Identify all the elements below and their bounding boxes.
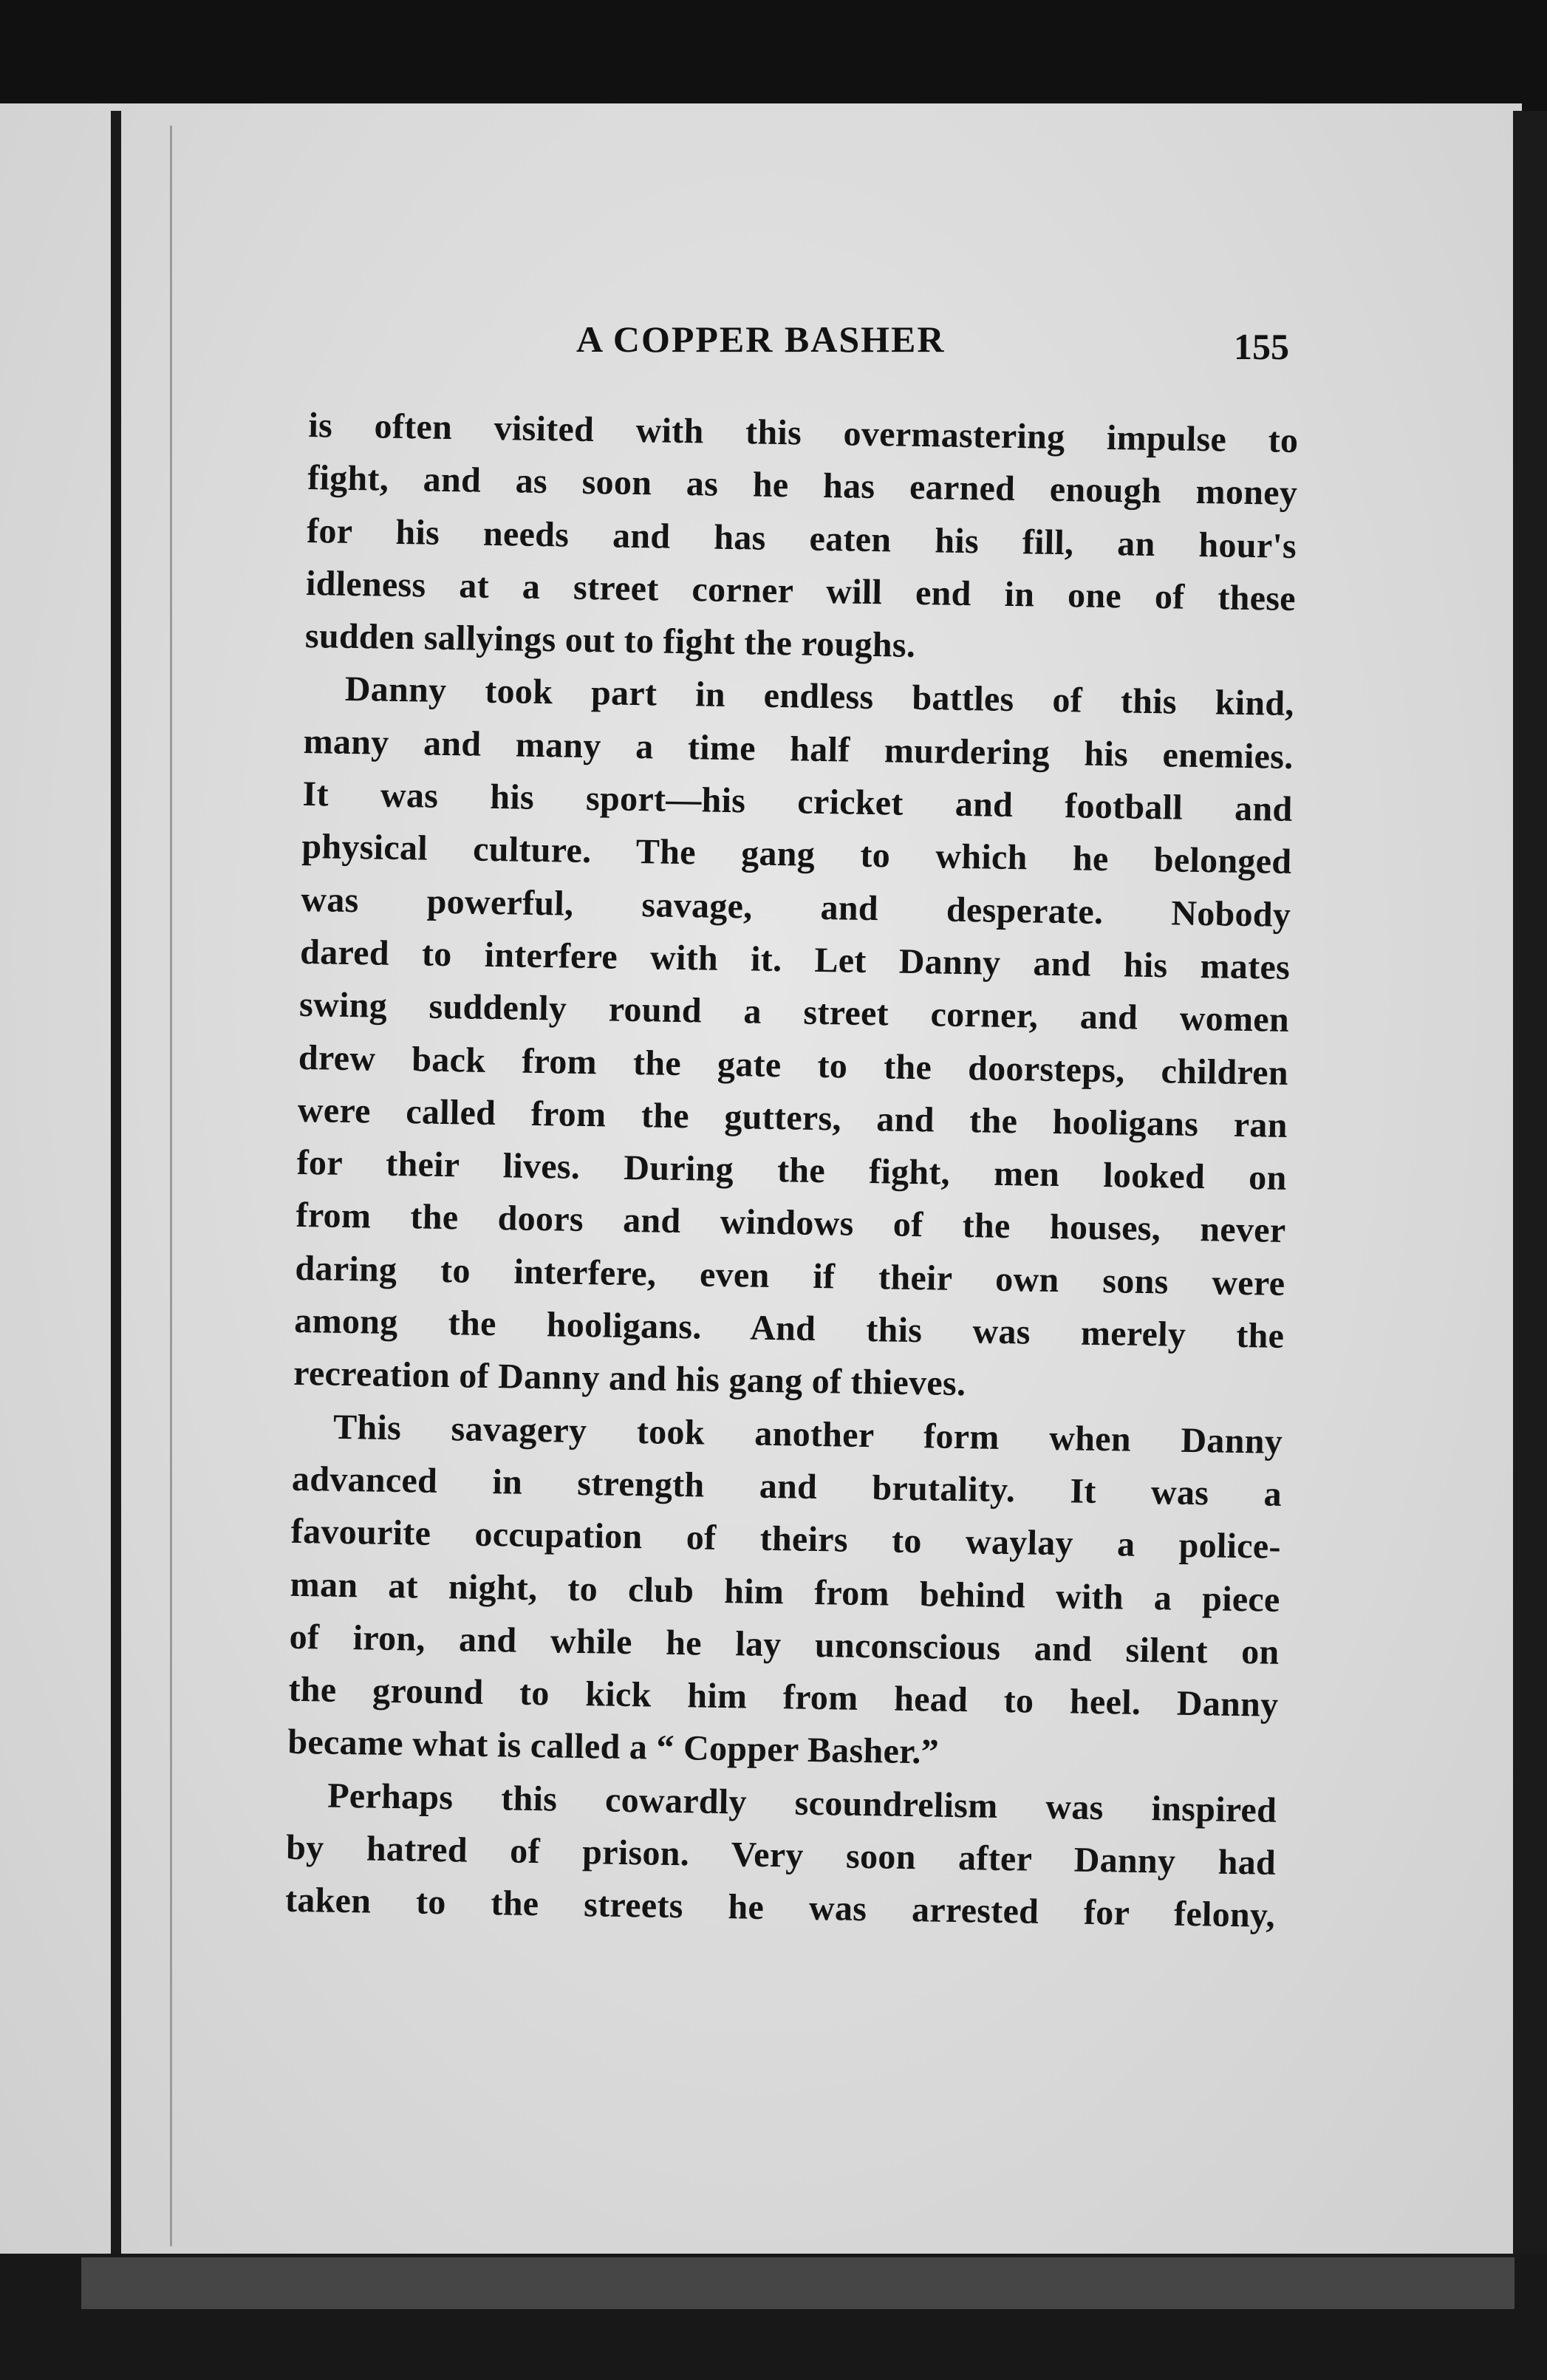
text-line: recreation of Danny and his gang of thieves.: [293, 1354, 966, 1404]
body-text: [285, 399, 1299, 1942]
text-line: man at night, to club him from behind with a piece: [290, 1564, 1281, 1620]
paragraph: [304, 399, 1298, 678]
text-line: is often visited with this overmastering impulse to: [308, 405, 1299, 461]
text-line: favourite occupation of theirs to waylay a police-: [290, 1512, 1282, 1567]
text-line: among the hooligans. And this was merely the: [293, 1300, 1285, 1356]
text-line: of iron, and while he lay unconscious and silent on: [289, 1617, 1280, 1672]
text-line: dared to interfere with it. Let Danny and his mates: [299, 932, 1291, 987]
text-line: fight, and as soon as he has earned enough money: [307, 458, 1298, 514]
text-line: physical culture. The gang to which he belonged: [301, 827, 1292, 882]
paragraph: [285, 1768, 1277, 1942]
scan-right-border: [1513, 111, 1547, 2380]
page-bottom-shadow: [81, 2257, 1514, 2309]
text-line: sudden sallyings out to fight the roughs.: [304, 616, 916, 666]
running-title: A COPPER BASHER: [576, 318, 946, 360]
page-gutter-edge: [111, 111, 121, 2291]
text-line: Perhaps this cowardly scoundrelism was inspired: [327, 1776, 1277, 1830]
text-line: became what is called a “ Copper Basher.”: [287, 1722, 940, 1773]
text-line: for his needs and has eaten his fill, an hour's: [306, 511, 1297, 566]
text-line: taken to the streets he was arrested for felony,: [284, 1881, 1276, 1936]
text-line: Danny took part in endless battles of this kind,: [344, 669, 1295, 724]
text-line: drew back from the gate to the doorsteps, children: [298, 1037, 1289, 1093]
text-line: swing suddenly round a street corner, and women: [298, 985, 1290, 1040]
text-line: from the doors and windows of the houses, never: [296, 1196, 1286, 1251]
text-line: idleness at a street corner will end in one of these: [305, 563, 1297, 618]
page-fold-line: [170, 126, 172, 2246]
text-line: was powerful, savage, and desperate. Nobody: [300, 879, 1291, 935]
text-line: the ground to kick him from head to heel. Danny: [288, 1669, 1279, 1725]
text-line: were called from the gutters, and the hooligans ran: [297, 1090, 1288, 1145]
text-line: advanced in strength and brutality. It was a: [291, 1459, 1283, 1514]
text-line: It was his sport—his cricket and football and: [302, 774, 1293, 830]
text-line: by hatred of prison. Very soon after Danny had: [285, 1827, 1277, 1883]
text-line: many and many a time half murdering his enemies.: [303, 721, 1294, 777]
paragraph: [287, 1399, 1283, 1784]
text-line: daring to interfere, even if their own sons were: [295, 1248, 1285, 1303]
text-line: This savagery took another form when Danny: [332, 1407, 1283, 1462]
text-line: for their lives. During the fight, men looked on: [296, 1143, 1288, 1198]
page-number: 155: [1234, 326, 1289, 367]
running-header: [576, 318, 1315, 369]
paragraph: [293, 662, 1295, 1415]
